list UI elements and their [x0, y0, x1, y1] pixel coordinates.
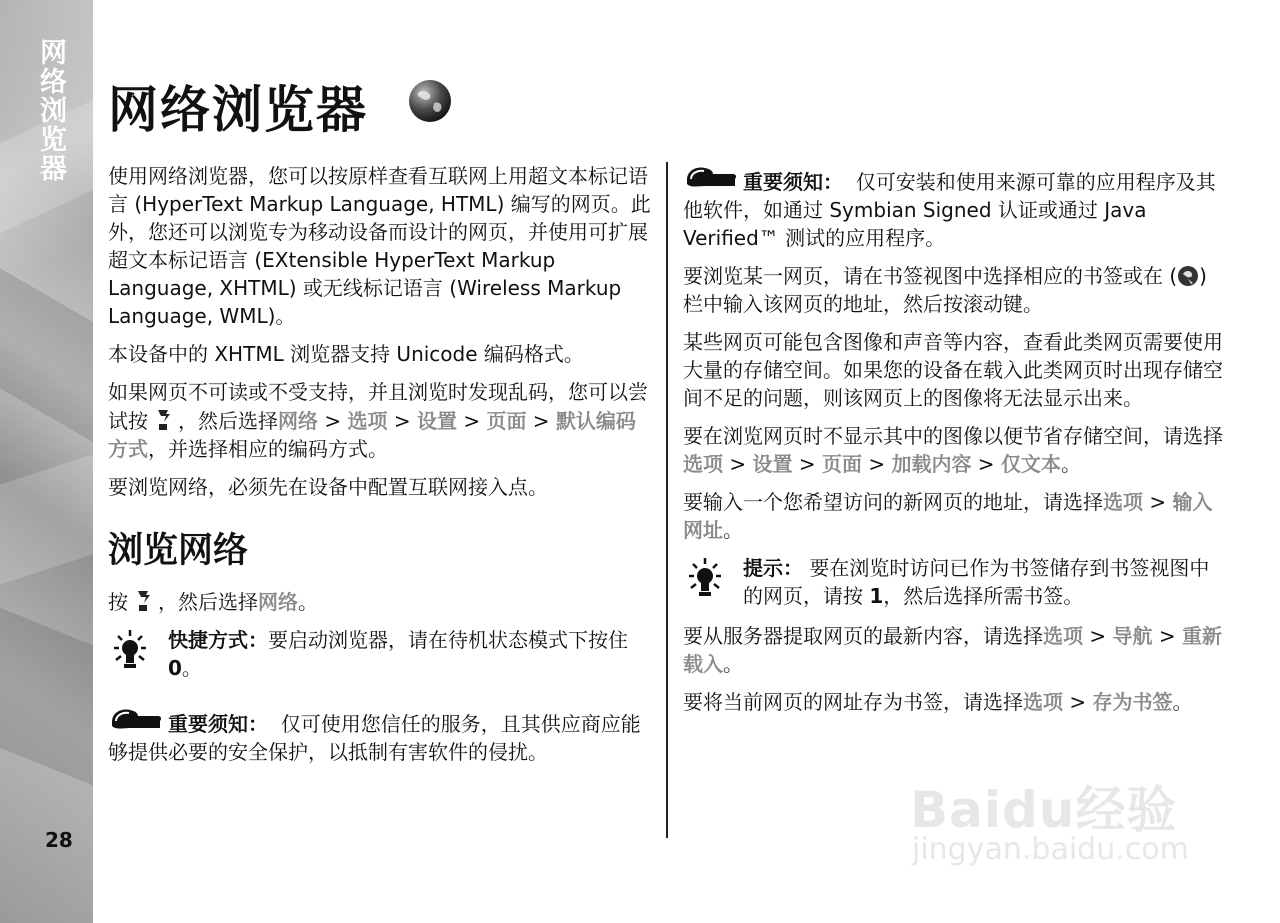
tip-label: 提示： — [743, 556, 803, 580]
page-number: 28 — [45, 828, 73, 852]
separator: > — [1152, 624, 1182, 648]
text: ，然后选择所需书签。 — [883, 584, 1084, 608]
text: 。 — [1172, 690, 1193, 714]
watermark — [910, 770, 1210, 880]
text: 。 — [298, 590, 318, 614]
menu-item-navigation: 导航 — [1112, 624, 1153, 648]
separator: > — [1143, 490, 1173, 514]
text: 。 — [723, 652, 743, 676]
lightbulb-icon — [683, 556, 727, 600]
bookmark-tip — [683, 554, 1228, 610]
text: 。 — [181, 656, 202, 680]
menu-item-network: 网络 — [278, 409, 318, 433]
separator: > — [387, 409, 417, 433]
important-note — [108, 704, 653, 766]
unicode-paragraph: 本设备中的 XHTML 浏览器支持 Unicode 编码格式。 — [108, 342, 584, 366]
text: 如果网页不可读或不受支持，并且浏览时发现乱码，您可以尝试按 — [108, 380, 648, 433]
menu-key-icon — [132, 587, 154, 615]
separator: > — [723, 452, 753, 476]
save-bookmark-paragraph — [683, 688, 1228, 716]
separator: > — [971, 452, 1001, 476]
access-point-paragraph: 要浏览网络，必须先在设备中配置互联网接入点。 — [108, 475, 548, 499]
text: ，并选择相应的编码方式。 — [148, 437, 388, 461]
note-text: 仅可安装和使用来源可靠的应用程序及其他软件，如通过 Symbian Signed 认证或通过 Java Verified™ 测试的应用程序。 — [683, 170, 1216, 250]
browse-paragraph — [108, 587, 653, 616]
pointing-hand-icon — [683, 162, 739, 196]
text: 要从服务器提取网页的最新内容，请选择 — [683, 624, 1043, 648]
note-text: 仅可使用您信任的服务，且其供应商应能够提供必要的安全保护，以抵制有害软件的侵扰。 — [108, 712, 641, 764]
menu-item-text-only: 仅文本 — [1000, 452, 1061, 476]
tip-text: 要启动浏览器，请在待机状态模式下按住 — [268, 628, 628, 652]
enter-address-paragraph — [683, 488, 1228, 544]
separator: > — [1063, 690, 1093, 714]
text: 要浏览某一网页，请在书签视图中选择相应的书签或在 ( — [683, 264, 1178, 288]
intro-paragraph: 使用网络浏览器，您可以按原样查看互联网上用超文本标记语言 (HyperText Markup Language, HTML) 编写的网页。此外，您还可以浏览专为移动设备而设计的网页，并使用可扩展超文本标记语言 (EXtensible HyperText Markup Language, XHTML) 或无线标记语言 (Wireless Markup Language, WML)。 — [108, 164, 651, 328]
key-label: 0 — [168, 656, 182, 680]
sidebar-facet — [0, 604, 93, 797]
separator: > — [861, 452, 892, 476]
menu-item-load-content: 加载内容 — [891, 452, 972, 476]
sidebar-facet — [0, 446, 93, 595]
storage-paragraph: 某些网页可能包含图像和声音等内容，查看此类网页需要使用大量的存储空间。如果您的设备在载入此类网页时出现存储空间不足的问题，则该网页上的图像将无法显示出来。 — [683, 330, 1223, 410]
menu-item-options: 选项 — [1023, 690, 1063, 714]
watermark-brand: Baidu经验 — [910, 781, 1178, 839]
page-title: 网络浏览器 — [108, 81, 368, 139]
key-label: 1 — [869, 584, 884, 608]
menu-item-default-encoding: 默认编码方式 — [108, 409, 636, 461]
menu-item-page: 页面 — [486, 409, 527, 433]
section-heading: 浏览网络 — [108, 531, 249, 571]
sidebar — [0, 0, 93, 923]
shortcut-tip — [108, 626, 653, 682]
separator: > — [792, 452, 822, 476]
menu-key-icon — [152, 406, 174, 434]
separator: > — [526, 409, 556, 433]
menu-item-options: 选项 — [683, 452, 723, 476]
menu-item-reload: 重新载入 — [683, 624, 1222, 676]
menu-item-options: 选项 — [347, 409, 388, 433]
pointing-hand-icon — [108, 704, 164, 738]
bookmark-paragraph — [683, 262, 1228, 318]
left-column — [108, 162, 653, 776]
text: 要在浏览网页时不显示其中的图像以便节省存储空间，请选择 — [683, 424, 1223, 448]
separator: > — [456, 409, 487, 433]
separator: > — [318, 409, 348, 433]
separator: > — [1083, 624, 1113, 648]
menu-item-page: 页面 — [821, 452, 862, 476]
menu-item-save-as-bookmark: 存为书签 — [1092, 690, 1173, 714]
text: 按 — [108, 590, 128, 614]
reload-paragraph — [683, 622, 1228, 678]
encoding-paragraph — [108, 378, 653, 463]
text: ，然后选择 — [178, 409, 278, 433]
globe-icon — [408, 79, 452, 123]
menu-item-network: 网络 — [258, 590, 298, 614]
watermark-url: jingyan.baidu.com — [912, 832, 1189, 867]
column-divider — [666, 162, 668, 838]
menu-item-options: 选项 — [1043, 624, 1083, 648]
text: 要将当前网页的网址存为书签，请选择 — [683, 690, 1023, 714]
text-only-paragraph — [683, 422, 1228, 478]
address-bar-icon — [1177, 265, 1199, 287]
text: 要输入一个您希望访问的新网页的地址，请选择 — [683, 490, 1103, 514]
lightbulb-icon — [108, 628, 152, 672]
menu-item-settings: 设置 — [416, 409, 457, 433]
note-label: 重要须知： — [743, 170, 843, 194]
sidebar-chapter-title: 网络浏览器 — [35, 38, 66, 183]
text: 。 — [723, 518, 743, 542]
tip-text: 要在浏览时访问已作为书签储存到书签视图中的网页，请按 — [743, 556, 1210, 608]
sidebar-facet — [0, 262, 93, 457]
text: ) 栏中输入该网页的地址，然后按滚动键。 — [683, 264, 1207, 316]
text: ，然后选择 — [158, 590, 258, 614]
text: 。 — [1060, 452, 1081, 476]
menu-item-options: 选项 — [1103, 490, 1143, 514]
right-column — [683, 162, 1228, 726]
tip-label: 快捷方式： — [168, 628, 268, 652]
important-note — [683, 162, 1228, 252]
menu-item-enter-address: 输入网址 — [683, 490, 1213, 542]
note-label: 重要须知： — [168, 712, 268, 736]
menu-item-settings: 设置 — [752, 452, 793, 476]
